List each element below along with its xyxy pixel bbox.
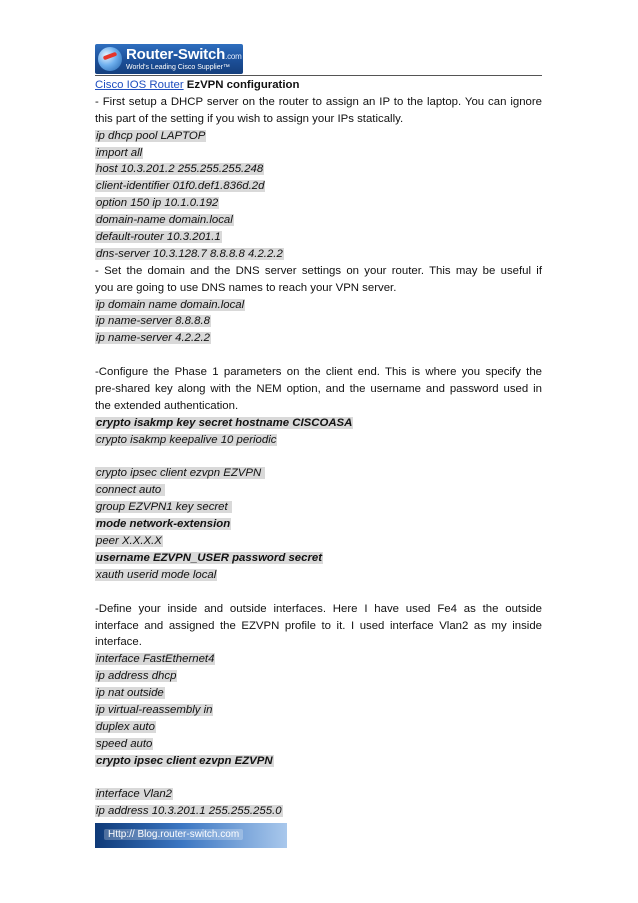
command-line: interface Vlan2 xyxy=(96,788,172,801)
command-line: default-router 10.3.201.1 xyxy=(96,231,221,244)
phase1-intro: -Configure the Phase 1 parameters on the client end. This is where you specify the pre-shared key along with the NEM option, and the username and password used in the extended authentication. xyxy=(95,366,542,412)
command-line: ip address dhcp xyxy=(96,670,177,683)
isakmp-commands xyxy=(95,415,542,449)
command-line: option 150 ip 10.1.0.192 xyxy=(96,197,219,210)
command-line: group EZVPN1 key secret xyxy=(96,501,231,514)
router-switch-logo xyxy=(95,44,243,74)
dhcp-commands xyxy=(95,128,542,263)
command-line: duplex auto xyxy=(96,720,155,733)
command-line: connect auto xyxy=(96,484,165,497)
command-line: crypto isakmp keepalive 10 periodic xyxy=(96,433,277,446)
command-line: interface FastEthernet4 xyxy=(96,653,215,666)
command-line: domain-name domain.local xyxy=(96,214,233,227)
document-body xyxy=(95,77,542,820)
vlan2-commands xyxy=(95,786,542,820)
command-line: host 10.3.201.2 255.255.255.248 xyxy=(96,163,264,176)
ezvpn-client-commands xyxy=(95,465,542,583)
command-line: dns-server 10.3.128.7 8.8.8.8 4.2.2.2 xyxy=(96,247,283,260)
blog-url: Http:// Blog.router-switch.com xyxy=(104,829,243,840)
command-line: ip nat outside xyxy=(96,687,164,700)
interfaces-intro: -Define your inside and outside interfaces. Here I have used Fe4 as the outside interface and assigned the EZVPN profile to it. I used interface Vlan2 as my inside interface. xyxy=(95,602,542,649)
command-line: ip domain name domain.local xyxy=(96,298,245,311)
dns-commands xyxy=(95,297,542,348)
logo-tagline: World's Leading Cisco Supplier™ xyxy=(126,64,230,71)
command-line: crypto ipsec client ezvpn EZVPN xyxy=(96,754,273,767)
logo-brand: Router-Switch.com xyxy=(126,46,242,63)
command-line: ip virtual-reassembly in xyxy=(96,703,213,716)
document-title: Cisco IOS Router EzVPN configuration xyxy=(95,79,300,91)
header-divider xyxy=(95,75,542,76)
command-line: ip address 10.3.201.1 255.255.255.0 xyxy=(96,805,282,818)
command-line: username EZVPN_USER password secret xyxy=(96,551,323,564)
command-line: xauth userid mode local xyxy=(96,568,217,581)
command-line: import all xyxy=(96,146,143,159)
command-line: speed auto xyxy=(96,737,153,750)
command-line: ip name-server 8.8.8.8 xyxy=(96,315,210,328)
globe-icon xyxy=(98,47,122,71)
command-line: ip name-server 4.2.2.2 xyxy=(96,332,210,345)
command-line: crypto isakmp key secret hostname CISCOASA xyxy=(96,416,353,429)
command-line: crypto ipsec client ezvpn EZVPN xyxy=(96,467,265,480)
fe4-commands xyxy=(95,651,542,769)
command-line: mode network-extension xyxy=(96,518,231,531)
cisco-ios-router-link[interactable]: Cisco IOS Router xyxy=(95,79,184,91)
dhcp-intro: - First setup a DHCP server on the router to assign an IP to the laptop. You can ignore this part of the setting if you wish to assign your IPs statically. xyxy=(95,95,542,125)
command-line: peer X.X.X.X xyxy=(96,535,162,548)
command-line: client-identifier 01f0.def1.836d.2d xyxy=(96,180,265,193)
blog-url-banner xyxy=(95,823,287,848)
command-line: ip dhcp pool LAPTOP xyxy=(96,129,206,142)
dns-intro: - Set the domain and the DNS server settings on your router. This may be useful if you are going to use DNS names to reach your VPN server. xyxy=(95,264,542,294)
